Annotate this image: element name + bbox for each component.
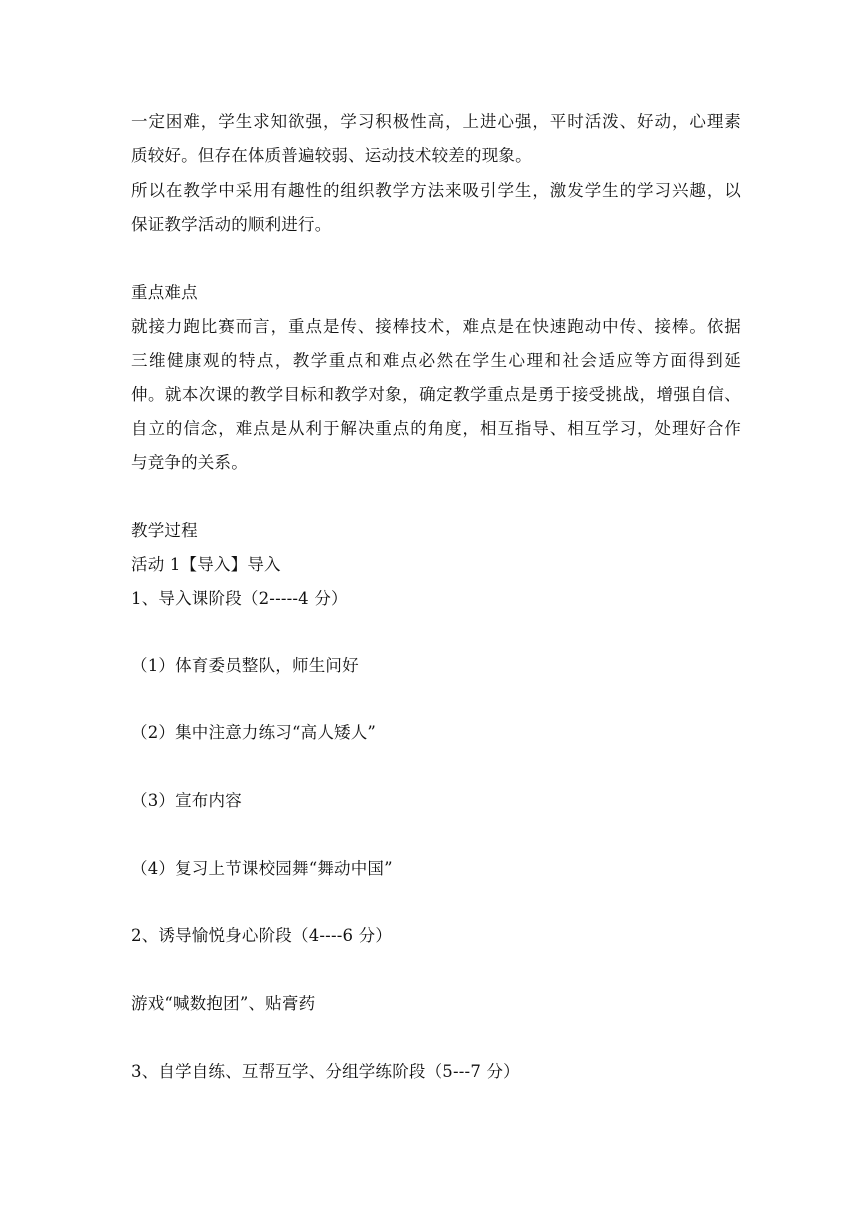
paragraph-line: 自立的信念，难点是从利于解决重点的角度，相互指导、相互学习，处理好合作 xyxy=(131,419,741,438)
activity-title: 活动 1【导入】导入 xyxy=(131,555,281,574)
paragraph-line: 伸。就本次课的教学目标和教学对象，确定教学重点是勇于接受挑战，增强自信、 xyxy=(131,385,741,404)
list-item: （1）体育委员整队，师生问好 xyxy=(131,656,359,675)
paragraph-line: 保证教学活动的顺利进行。 xyxy=(131,215,332,234)
stage-heading: 2、诱导愉悦身心阶段（4----6 分） xyxy=(131,926,393,945)
list-item: （3）宣布内容 xyxy=(131,791,242,810)
stage-heading: 1、导入课阶段（2-----4 分） xyxy=(131,589,348,608)
paragraph-line: 所以在教学中采用有趣性的组织教学方法来吸引学生，激发学生的学习兴趣，以 xyxy=(131,181,741,200)
paragraph-line: 与竞争的关系。 xyxy=(131,453,248,472)
paragraph-line: 三维健康观的特点，教学重点和难点必然在学生心理和社会适应等方面得到延 xyxy=(131,351,741,370)
section-heading-key-points: 重点难点 xyxy=(131,283,198,302)
section-heading-process: 教学过程 xyxy=(131,521,198,540)
paragraph-line: 一定困难，学生求知欲强，学习积极性高，上进心强，平时活泼、好动，心理素 xyxy=(131,112,741,131)
list-item: （2）集中注意力练习“高人矮人” xyxy=(131,723,377,742)
paragraph-line: 质较好。但存在体质普遍较弱、运动技术较差的现象。 xyxy=(131,146,532,165)
paragraph-line: 游戏“喊数抱团”、贴膏药 xyxy=(131,994,316,1013)
paragraph-line: 就接力跑比赛而言，重点是传、接棒技术，难点是在快速跑动中传、接棒。依据 xyxy=(131,317,741,336)
list-item: （4）复习上节课校园舞“舞动中国” xyxy=(131,859,393,878)
stage-heading: 3、自学自练、互帮互学、分组学练阶段（5---7 分） xyxy=(131,1062,520,1081)
